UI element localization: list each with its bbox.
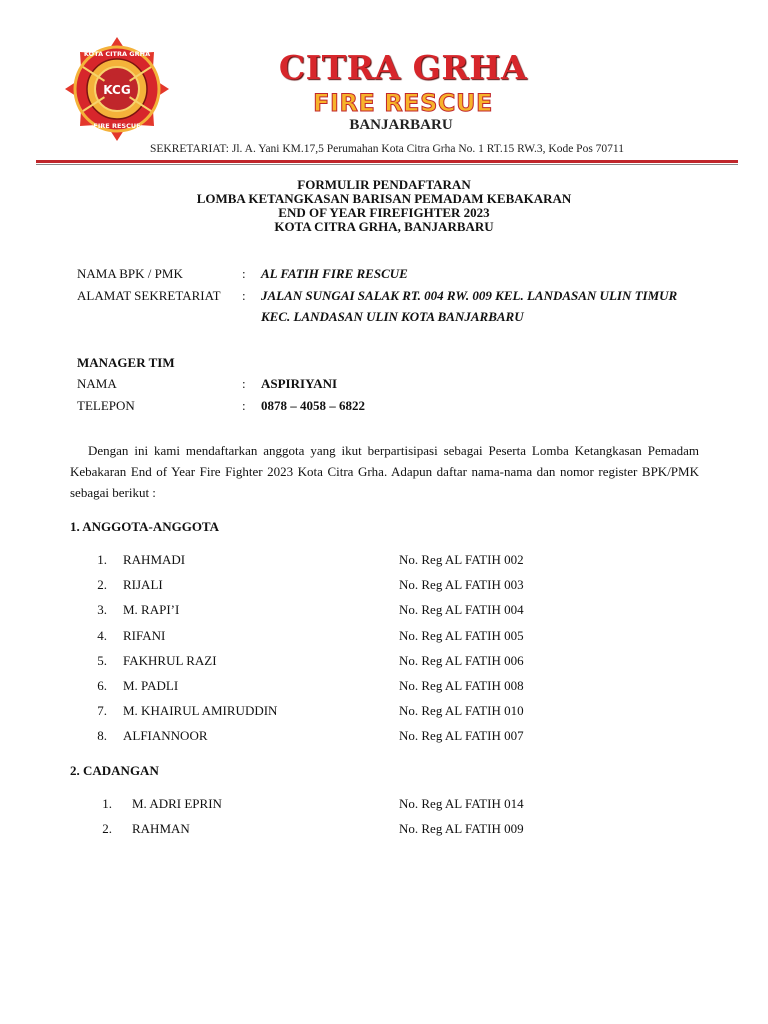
list-number: 1.: [102, 796, 112, 811]
colon: :: [242, 266, 246, 281]
list-number: 4.: [97, 628, 107, 643]
list-number: 7.: [97, 703, 107, 718]
logo-initials: KCG: [103, 83, 131, 97]
member-name: RIFANI: [123, 628, 166, 643]
reserve-name: M. ADRI EPRIN: [132, 796, 222, 811]
member-reg: No. Reg AL FATIH 005: [399, 628, 524, 643]
brand-title: CITRA GRHA: [278, 48, 528, 87]
logo-text-top: KOTA CITRA GRHA: [83, 50, 151, 58]
list-number: 2.: [102, 821, 112, 836]
address-label: ALAMAT SEKRETARIAT: [77, 288, 221, 303]
member-reg: No. Reg AL FATIH 007: [399, 728, 524, 743]
reserve-name: RAHMAN: [132, 821, 190, 836]
member-name: M. RAPI’I: [123, 602, 180, 617]
list-number: 6.: [97, 678, 107, 693]
member-name: RIJALI: [123, 577, 163, 592]
address-line-2: KEC. LANDASAN ULIN KOTA BANJARBARU: [261, 309, 524, 324]
logo-text-bottom: FIRE RESCUE: [93, 122, 141, 130]
form-title-line: LOMBA KETANGKASAN BARISAN PEMADAM KEBAKARAN: [196, 191, 572, 206]
form-title: [70, 178, 698, 234]
team-name-value: AL FATIH FIRE RESCUE: [261, 266, 408, 281]
manager-name-value: ASPIRIYANI: [261, 376, 338, 391]
brand-city: BANJARBARU: [349, 117, 453, 133]
reserve-reg: No. Reg AL FATIH 014: [399, 796, 524, 811]
form-title-line: KOTA CITRA GRHA, BANJARBARU: [274, 219, 494, 234]
member-name: FAKHRUL RAZI: [123, 653, 217, 668]
list-number: 5.: [97, 653, 107, 668]
member-reg: No. Reg AL FATIH 006: [399, 653, 524, 668]
colon: :: [242, 288, 246, 303]
list-number: 2.: [97, 577, 107, 592]
member-reg: No. Reg AL FATIH 010: [399, 703, 524, 718]
member-reg: No. Reg AL FATIH 004: [399, 602, 524, 617]
team-name-label: NAMA BPK / PMK: [77, 266, 183, 281]
manager-heading: MANAGER TIM: [77, 355, 175, 370]
list-number: 3.: [97, 602, 107, 617]
form-title-line: FORMULIR PENDAFTARAN: [297, 177, 471, 192]
form-title-line: END OF YEAR FIREFIGHTER 2023: [278, 205, 490, 220]
header-divider-thin: [36, 164, 738, 165]
member-reg: No. Reg AL FATIH 002: [399, 552, 524, 567]
list-number: 1.: [97, 552, 107, 567]
fire-rescue-emblem-icon: [60, 36, 174, 142]
member-name: ALFIANNOOR: [123, 728, 208, 743]
member-reg: No. Reg AL FATIH 003: [399, 577, 524, 592]
secretariat-address: SEKRETARIAT: Jl. A. Yani KM.17,5 Perumahan Kota Citra Grha No. 1 RT.15 RW.3, Kode Pos 70711: [150, 143, 624, 155]
header-divider: [36, 160, 738, 163]
letterhead: [36, 28, 738, 166]
list-number: 8.: [97, 728, 107, 743]
manager-phone-label: TELEPON: [77, 398, 135, 413]
member-name: RAHMADI: [123, 552, 186, 567]
reserves-heading: 2. CADANGAN: [70, 763, 159, 778]
registration-statement: Dengan ini kami mendaftarkan anggota yang ikut berpartisipasi sebagai Peserta Lomba Ketangkasan Pemadam Kebakaran End of Year Fire Fighter 2023 Kota Citra Grha. Adapun daftar nama-nama dan nomor register BPK/PMK sebagai berikut :: [70, 443, 699, 500]
manager-phone-value: 0878 – 4058 – 6822: [261, 398, 365, 413]
colon: :: [242, 376, 246, 391]
member-name: M. PADLI: [123, 678, 179, 693]
member-name: M. KHAIRUL AMIRUDDIN: [123, 703, 278, 718]
brand-subtitle: FIRE RESCUE: [313, 89, 493, 117]
colon: :: [242, 398, 246, 413]
members-heading: 1. ANGGOTA-ANGGOTA: [70, 519, 220, 534]
reserve-reg: No. Reg AL FATIH 009: [399, 821, 524, 836]
address-line-1: JALAN SUNGAI SALAK RT. 004 RW. 009 KEL. LANDASAN ULIN TIMUR: [261, 288, 678, 303]
manager-name-label: NAMA: [77, 376, 117, 391]
member-reg: No. Reg AL FATIH 008: [399, 678, 524, 693]
